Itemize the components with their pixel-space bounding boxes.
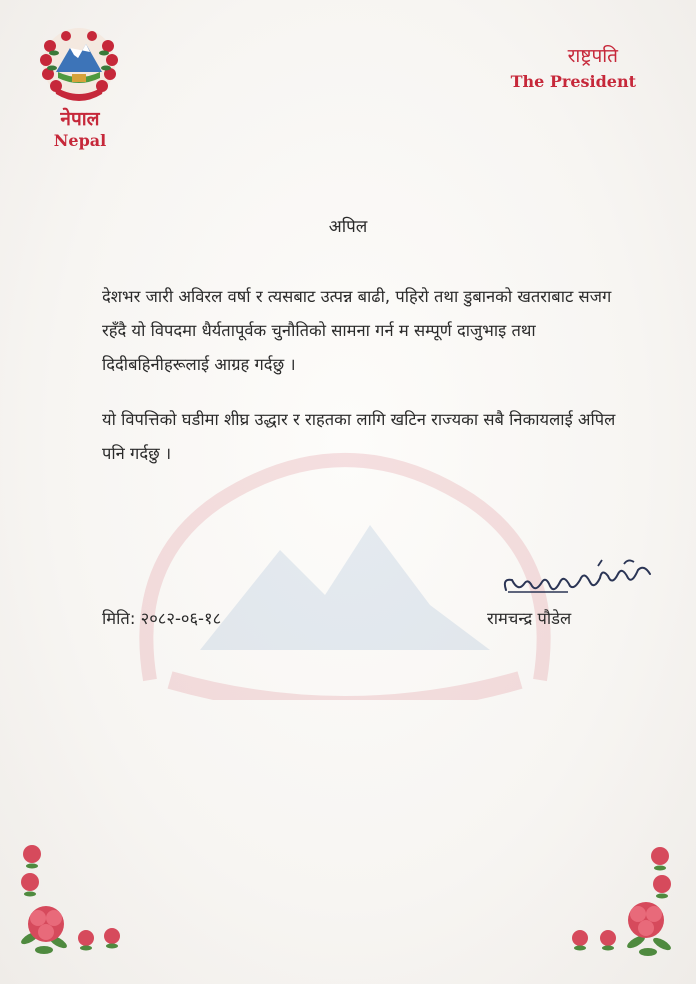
rhododendron-flower-icon: [566, 842, 682, 960]
letter-paragraph-1: देशभर जारी अविरल वर्षा र त्यसबाट उत्पन्न बाढी, पहिरो तथा डुबानको खतराबाट सजग रहँदै यो विपदमा धैर्यतापूर्वक चुनौतिको सामना गर्न म सम्पूर्ण दाजुभाइ तथा दिदीबहिनीहरूलाई आग्रह गर्दछु ।: [102, 287, 612, 374]
letter-title: अपिल: [328, 217, 368, 237]
rhododendron-flower-icon: [14, 840, 130, 960]
handwritten-signature-icon: [498, 556, 658, 612]
country-name-english: Nepal: [53, 131, 107, 150]
letter-date: मिति: २०८२-०६-१८: [102, 609, 222, 628]
office-name-nepali: राष्ट्रपति: [567, 45, 618, 67]
country-name-nepali: नेपाल: [60, 108, 100, 130]
nepal-coat-of-arms-icon: [36, 24, 122, 106]
letter-paragraph-2: यो विपत्तिको घडीमा शीघ्र उद्धार र राहतका लागि खटिन राज्यका सबै निकायलाई अपिल पनि गर्दछु ।: [102, 410, 616, 463]
office-name-english: The President: [510, 72, 636, 91]
signer-name: रामचन्द्र पौडेल: [487, 609, 572, 628]
